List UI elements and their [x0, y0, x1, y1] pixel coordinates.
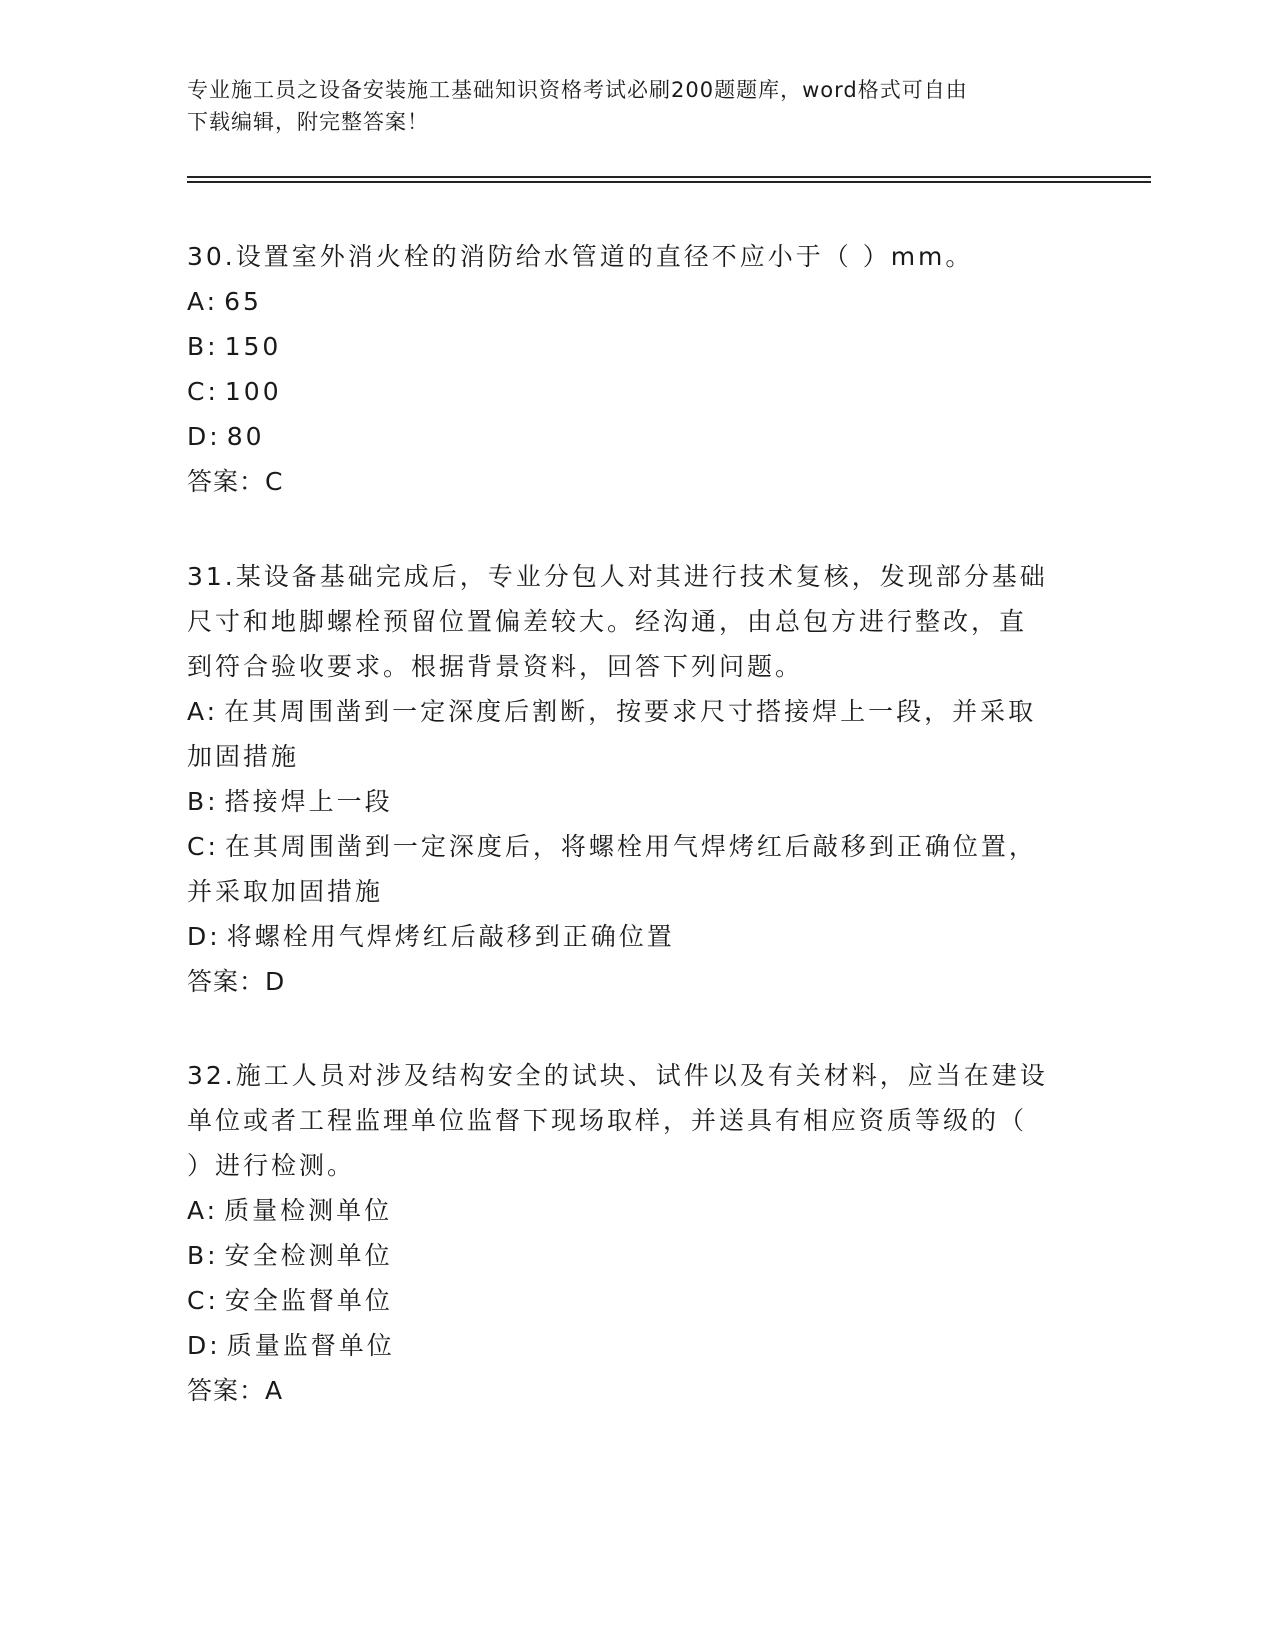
option-label: C:: [187, 1286, 219, 1315]
option-d: [187, 914, 1067, 959]
option-text: 65: [224, 287, 262, 316]
answer-line: 答案：D: [187, 967, 286, 996]
option-text: 安全监督单位: [224, 1286, 393, 1315]
option-b: [187, 779, 1067, 824]
question-stem-line-3: 到符合验收要求。根据背景资料，回答下列问题。: [187, 652, 804, 681]
option-label: D:: [187, 422, 221, 451]
question-stem-line-2: 尺寸和地脚螺栓预留位置偏差较大。经沟通，由总包方进行整改，直: [187, 607, 1028, 636]
option-text: 100: [224, 377, 282, 406]
question-31: [187, 554, 1067, 1004]
option-label: A:: [187, 697, 219, 726]
option-label: B:: [187, 332, 219, 361]
option-text: 搭接焊上一段: [224, 787, 393, 816]
answer-line: 答案：C: [187, 467, 284, 496]
option-a: [187, 1188, 1067, 1233]
option-c: [187, 1278, 1067, 1323]
option-text: 150: [224, 332, 282, 361]
option-text: 在其周围凿到一定深度后割断，按要求尺寸搭接焊上一段，并采取: [224, 697, 1037, 726]
option-b: [187, 324, 1067, 369]
option-c: [187, 824, 1067, 869]
header-divider-bottom: [187, 181, 1151, 183]
option-d: [187, 1323, 1067, 1368]
option-d: [187, 414, 1067, 459]
option-a: [187, 689, 1067, 734]
option-text: 质量监督单位: [226, 1331, 395, 1360]
option-c-continued: 并采取加固措施: [187, 877, 384, 906]
option-label: D:: [187, 922, 221, 951]
option-text: 在其周围凿到一定深度后，将螺栓用气焊烤红后敲移到正确位置，: [224, 832, 1037, 861]
answer-line: 答案：A: [187, 1376, 284, 1405]
option-text: 质量检测单位: [224, 1196, 393, 1225]
option-label: C:: [187, 832, 219, 861]
option-label: C:: [187, 377, 219, 406]
option-c: [187, 369, 1067, 414]
question-stem: 30.设置室外消火栓的消防给水管道的直径不应小于（ ）mm。: [187, 242, 974, 271]
option-label: B:: [187, 1241, 219, 1270]
option-label: A:: [187, 1196, 219, 1225]
question-30: [187, 234, 1067, 504]
question-stem-line-1: 32.施工人员对涉及结构安全的试块、试件以及有关材料，应当在建设: [187, 1061, 1048, 1090]
question-stem-line-3: ）进行检测。: [187, 1151, 356, 1180]
option-label: A:: [187, 287, 219, 316]
option-a: [187, 279, 1067, 324]
header-divider-top: [187, 176, 1151, 178]
option-text: 将螺栓用气焊烤红后敲移到正确位置: [226, 922, 675, 951]
question-32: [187, 1053, 1067, 1413]
option-label: B:: [187, 787, 219, 816]
question-stem-line-2: 单位或者工程监理单位监督下现场取样，并送具有相应资质等级的（: [187, 1106, 1028, 1135]
question-stem-line-1: 31.某设备基础完成后，专业分包人对其进行技术复核，发现部分基础: [187, 562, 1048, 591]
option-b: [187, 1233, 1067, 1278]
option-label: D:: [187, 1331, 221, 1360]
header-line-2: 下载编辑，附完整答案！: [187, 110, 429, 134]
document-header: [187, 74, 1067, 138]
header-line-1: 专业施工员之设备安装施工基础知识资格考试必刷200题题库，word格式可自由: [187, 78, 968, 102]
option-a-continued: 加固措施: [187, 742, 300, 771]
option-text: 安全检测单位: [224, 1241, 393, 1270]
option-text: 80: [226, 422, 265, 451]
